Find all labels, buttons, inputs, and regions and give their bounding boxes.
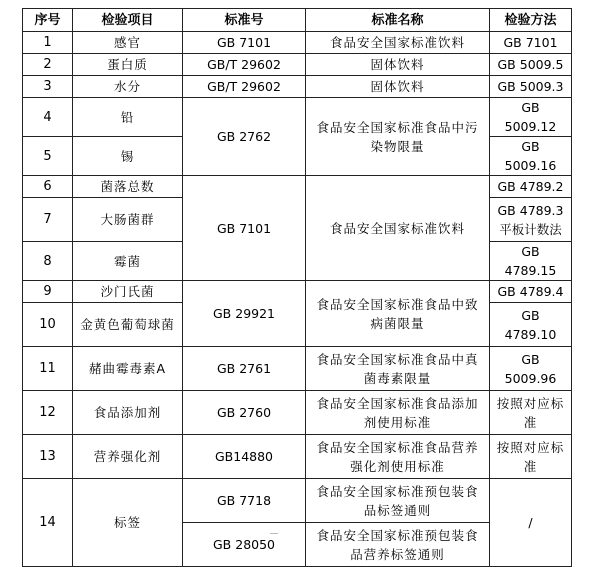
row-standard-no: GB 7101 (183, 176, 306, 281)
row-method: GB 7101 (490, 32, 572, 54)
row-standard-name: 食品安全国家标准食品中真菌毒素限量 (306, 347, 490, 391)
row-index: 13 (23, 435, 73, 479)
table-row (23, 176, 572, 198)
row-method: 按照对应标准 (490, 391, 572, 435)
row-standard-name: 固体饮料 (306, 76, 490, 98)
row-standard-name: 食品安全国家标准预包装食品标签通则 (306, 479, 490, 523)
row-method: GB 4789.3 平板计数法 (490, 198, 572, 242)
row-standard-name: 食品安全国家标准食品中污染物限量 (306, 98, 490, 176)
row-standard-name: 食品安全国家标准食品营养强化剂使用标准 (306, 435, 490, 479)
table-row (23, 32, 572, 54)
row-item: 沙门氏菌 (73, 281, 183, 303)
row-item: 霉菌 (73, 242, 183, 281)
table-row (23, 54, 572, 76)
row-method: 按照对应标准 (490, 435, 572, 479)
row-index: 12 (23, 391, 73, 435)
row-item: 感官 (73, 32, 183, 54)
row-method: GB 5009.3 (490, 76, 572, 98)
row-standard-name: 固体饮料 (306, 54, 490, 76)
row-index: 10 (23, 303, 73, 347)
row-standard-name: 食品安全国家标准饮料 (306, 32, 490, 54)
row-standard-no: GB 7101 (183, 32, 306, 54)
row-item: 营养强化剂 (73, 435, 183, 479)
table-row (23, 347, 572, 391)
header-item: 检验项目 (73, 9, 183, 32)
row-item: 赭曲霉毒素A (73, 347, 183, 391)
row-standard-no: GB 28050 (183, 523, 306, 567)
row-standard-no: GB/T 29602 (183, 54, 306, 76)
row-index: 2 (23, 54, 73, 76)
row-method: GB 5009.12 (490, 98, 572, 137)
row-method: GB 4789.4 (490, 281, 572, 303)
table-header (23, 9, 572, 32)
row-index: 8 (23, 242, 73, 281)
row-item: 菌落总数 (73, 176, 183, 198)
table-row (23, 391, 572, 435)
table-row (23, 435, 572, 479)
row-method: GB 4789.15 (490, 242, 572, 281)
row-standard-no: GB/T 29602 (183, 76, 306, 98)
row-item: 蛋白质 (73, 54, 183, 76)
table-row (23, 281, 572, 303)
row-item: 水分 (73, 76, 183, 98)
row-index: 14 (23, 479, 73, 567)
row-standard-no: GB 2761 (183, 347, 306, 391)
header-standard-no: 标准号 (183, 9, 306, 32)
row-method: GB 4789.10 (490, 303, 572, 347)
row-index: 5 (23, 137, 73, 176)
row-standard-no: GB 2762 (183, 98, 306, 176)
row-method: / (490, 479, 572, 567)
row-standard-name: 食品安全国家标准预包装食品营养标签通则 (306, 523, 490, 567)
page-edge-mark (270, 533, 278, 538)
row-standard-no: GB 2760 (183, 391, 306, 435)
row-index: 6 (23, 176, 73, 198)
header-standard-name: 标准名称 (306, 9, 490, 32)
table-row (23, 76, 572, 98)
row-index: 3 (23, 76, 73, 98)
table-row (23, 479, 572, 523)
row-item: 锡 (73, 137, 183, 176)
row-index: 4 (23, 98, 73, 137)
header-row (23, 9, 572, 32)
row-method: GB 5009.96 (490, 347, 572, 391)
header-method: 检验方法 (490, 9, 572, 32)
header-index: 序号 (23, 9, 73, 32)
row-standard-name: 食品安全国家标准饮料 (306, 176, 490, 281)
row-item: 大肠菌群 (73, 198, 183, 242)
row-index: 1 (23, 32, 73, 54)
row-item: 铅 (73, 98, 183, 137)
row-standard-no: GB 7718 (183, 479, 306, 523)
standards-table (22, 8, 572, 567)
row-method: GB 5009.16 (490, 137, 572, 176)
row-item: 金黄色葡萄球菌 (73, 303, 183, 347)
row-method: GB 4789.2 (490, 176, 572, 198)
row-index: 9 (23, 281, 73, 303)
row-item: 食品添加剂 (73, 391, 183, 435)
table-body (23, 32, 572, 567)
row-index: 7 (23, 198, 73, 242)
row-standard-no: GB 29921 (183, 281, 306, 347)
row-standard-name: 食品安全国家标准食品中致病菌限量 (306, 281, 490, 347)
row-item: 标签 (73, 479, 183, 567)
table-row (23, 98, 572, 137)
row-standard-name: 食品安全国家标准食品添加剂使用标准 (306, 391, 490, 435)
row-method: GB 5009.5 (490, 54, 572, 76)
row-index: 11 (23, 347, 73, 391)
row-standard-no: GB14880 (183, 435, 306, 479)
